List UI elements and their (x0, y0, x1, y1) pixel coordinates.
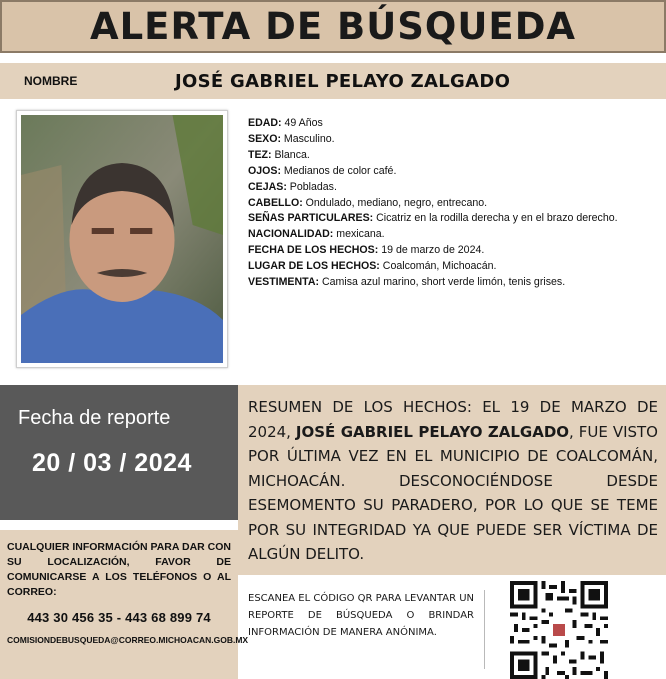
report-date-panel (0, 385, 238, 520)
detail-label: NACIONALIDAD: (248, 228, 334, 241)
summary-person-name: JOSÉ GABRIEL PELAYO ZALGADO (295, 422, 570, 441)
detail-row (248, 211, 658, 227)
detail-value: Pobladas. (286, 180, 337, 193)
contact-phones[interactable]: 443 30 456 35 - 443 68 899 74 (27, 610, 211, 625)
detail-label: FECHA DE LOS HECHOS: (248, 244, 379, 257)
detail-row (248, 164, 658, 180)
name-label: NOMBRE (24, 74, 78, 88)
name-bar (0, 63, 666, 99)
detail-value: Cicatriz en la rodilla derecha y en el brazo derecho. (373, 212, 618, 225)
person-photo (16, 110, 228, 368)
report-date-value: 20 / 03 / 2024 (32, 449, 192, 477)
detail-label: OJOS: (248, 164, 281, 177)
page-title: ALERTA DE BÚSQUEDA (89, 5, 577, 48)
title-banner (0, 0, 666, 53)
detail-row (248, 116, 658, 132)
details-list (248, 116, 658, 291)
contact-email[interactable]: COMISIONDEBUSQUEDA@CORREO.MICHOACAN.GOB.MX (7, 635, 249, 645)
summary-text-start: RESUMEN DE LOS HECHOS: EL 19 DE MARZO DE 2024, (248, 398, 658, 441)
detail-value: Masculino. (280, 132, 335, 145)
detail-label: SEÑAS PARTICULARES: (248, 212, 374, 225)
qr-divider (484, 590, 485, 669)
detail-row (248, 275, 658, 291)
detail-row (248, 132, 658, 148)
qr-code-icon[interactable] (510, 581, 608, 679)
detail-value: 49 Años (281, 117, 323, 129)
summary-text-end: , FUE VISTO POR ÚLTIMA VEZ EN EL MUNICIPIO DE COALCOMÁN, MICHOACÁN. DESCONOCIÉNDOSE DESDE ESEMOMENTO SU PARADERO, POR LO QUE SE TEME POR SU INTEGRIDAD YA QUE PUEDE SER VÍCTIMA DE ALGÚN DELITO. (248, 422, 658, 563)
detail-label: CABELLO: (248, 196, 303, 209)
summary-panel (238, 385, 666, 575)
detail-row (248, 227, 658, 243)
detail-label: CEJAS: (248, 180, 287, 193)
detail-row (248, 148, 658, 164)
detail-label: SEXO: (248, 132, 281, 145)
detail-value: Camisa azul marino, short verde limón, tenis grises. (319, 276, 566, 289)
detail-row (248, 243, 658, 259)
contact-panel (0, 530, 249, 679)
contact-instructions: CUALQUIER INFORMACIÓN PARA DAR CON SU LOCALIZACIÓN, FAVOR DE COMUNICARSE A LOS TELÉFONOS O AL CORREO: (7, 541, 231, 598)
detail-value: Blanca. (271, 148, 310, 161)
detail-value: 19 de marzo de 2024. (378, 244, 485, 257)
detail-value: mexicana. (333, 228, 385, 241)
detail-label: EDAD: (248, 117, 282, 129)
qr-instructions: ESCANEA EL CÓDIGO QR PARA LEVANTAR UN REPORTE DE BÚSQUEDA O BRINDAR INFORMACIÓN DE MANERA ANÓNIMA. (248, 593, 474, 638)
detail-label: TEZ: (248, 148, 272, 161)
summary-text (248, 395, 658, 567)
detail-row (248, 180, 658, 196)
report-date-label: Fecha de reporte (18, 407, 171, 429)
detail-label: VESTIMENTA: (248, 276, 320, 289)
detail-value: Medianos de color café. (280, 164, 397, 177)
detail-row (248, 259, 658, 275)
detail-label: LUGAR DE LOS HECHOS: (248, 260, 380, 273)
detail-value: Coalcomán, Michoacán. (379, 260, 497, 273)
person-name: JOSÉ GABRIEL PELAYO ZALGADO (175, 70, 511, 92)
detail-row (248, 196, 658, 212)
detail-value: Ondulado, mediano, negro, entrecano. (302, 196, 488, 209)
